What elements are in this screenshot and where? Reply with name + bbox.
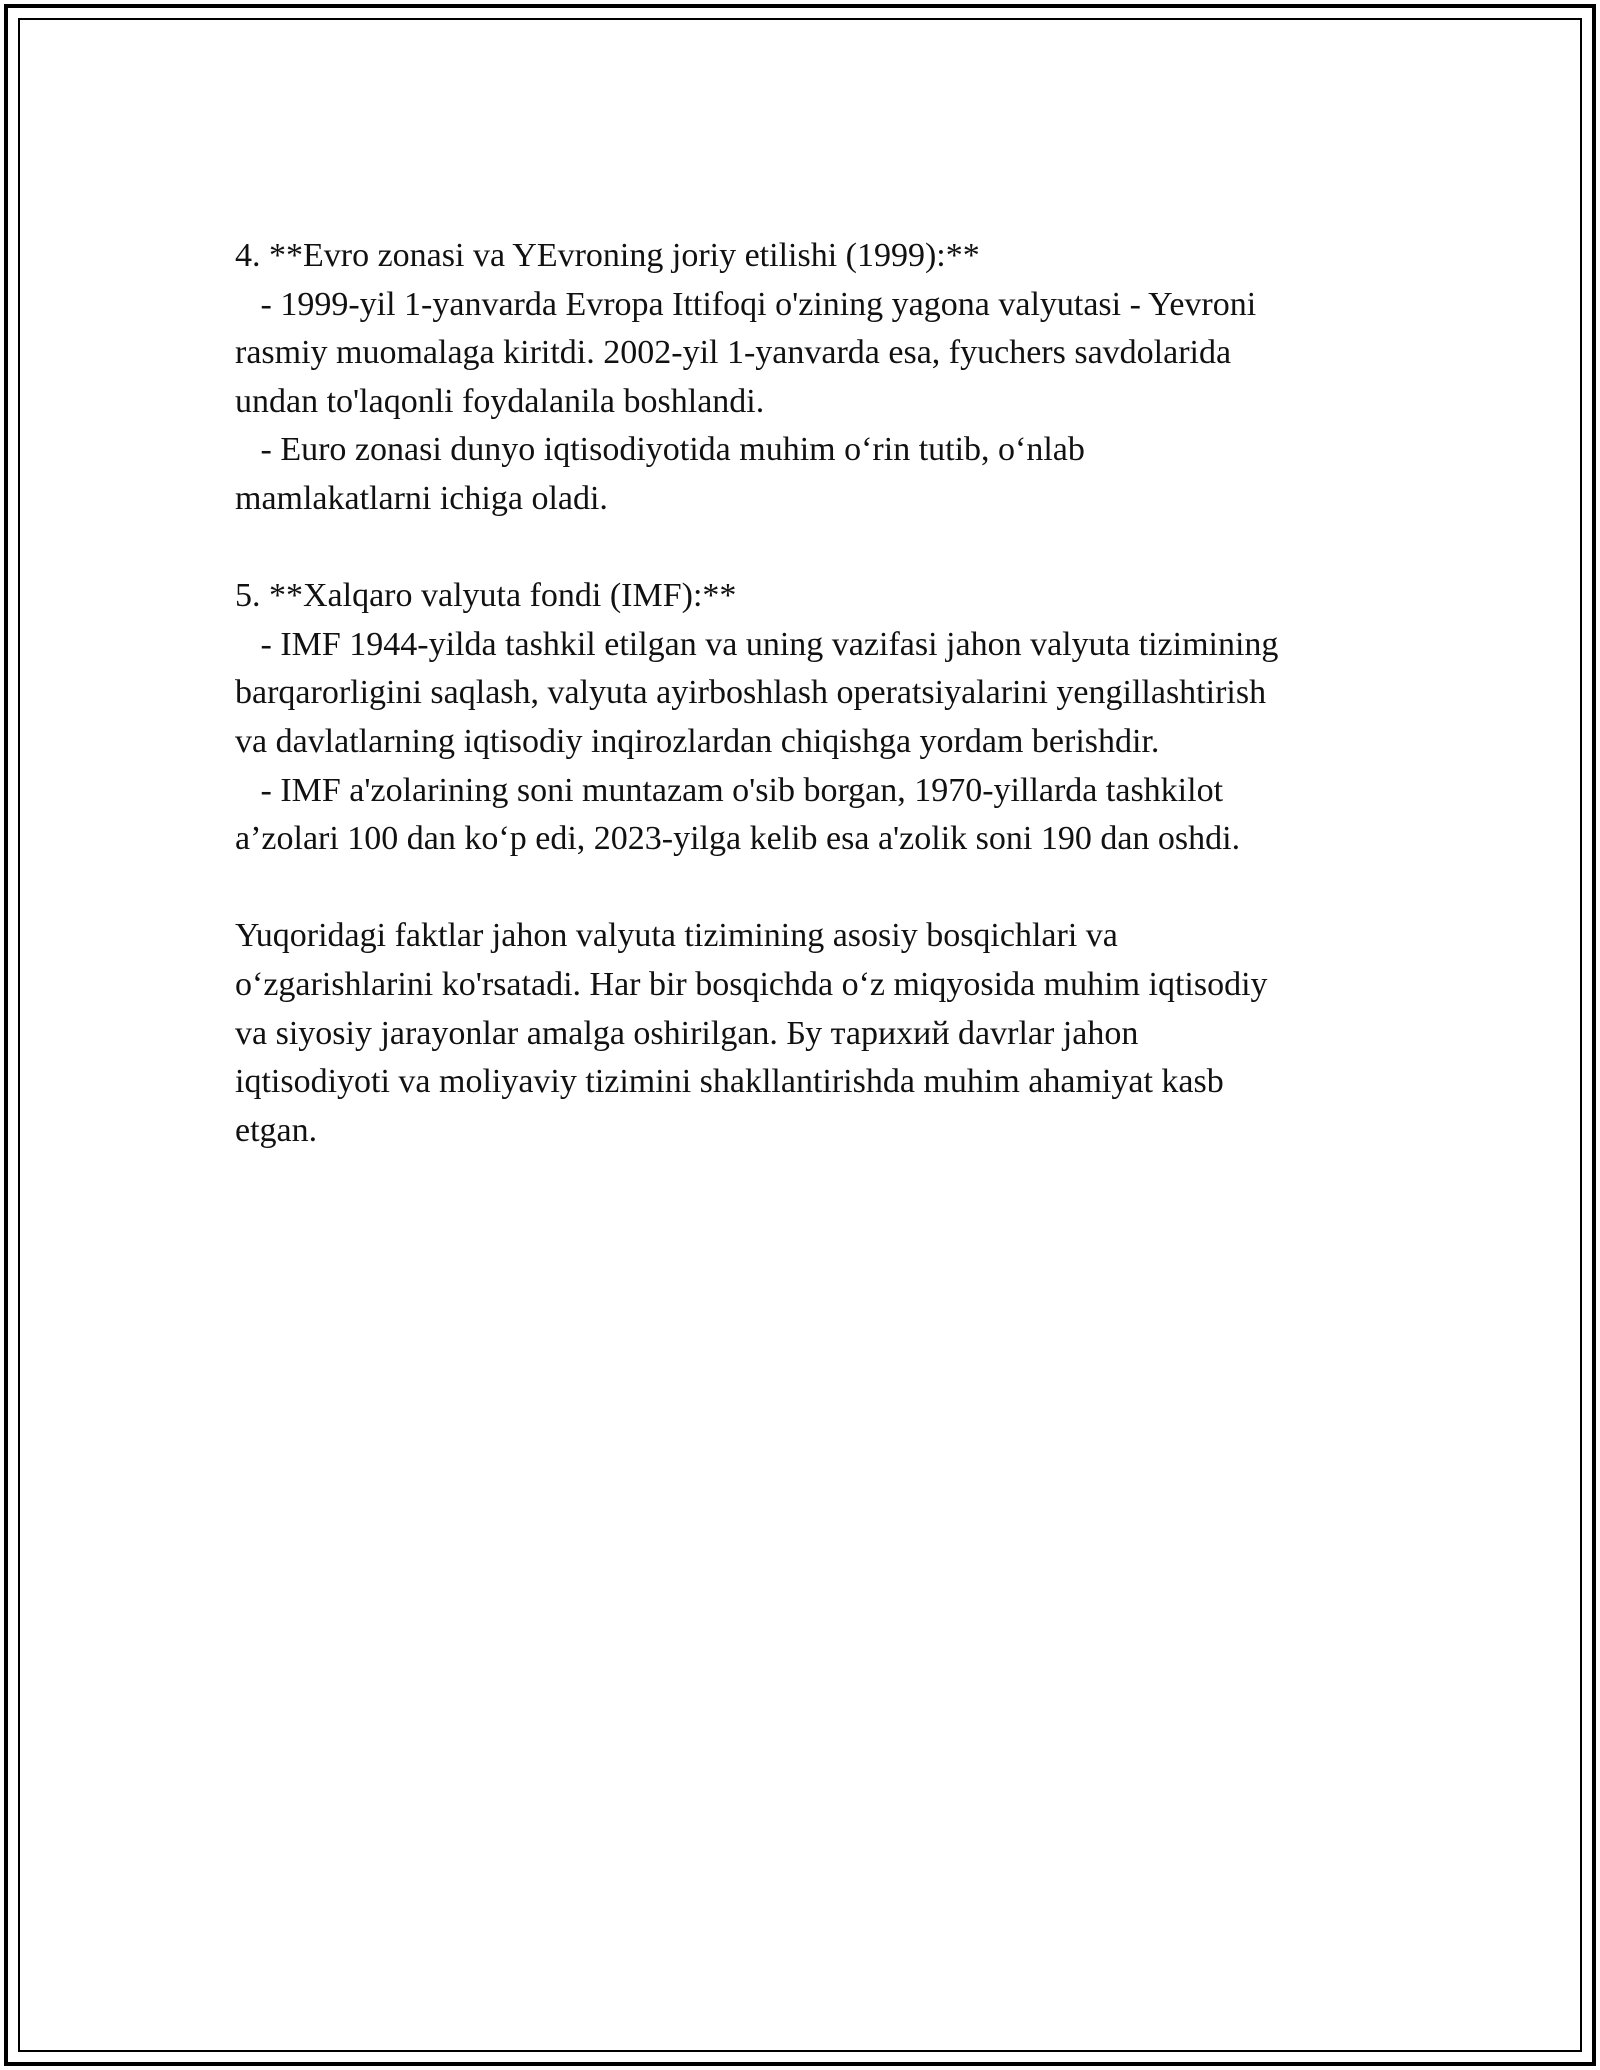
- paragraph-spacer: [235, 524, 1395, 573]
- section-4-bullet-2-line-1: - Euro zonasi dunyo iqtisodiyotida muhim o‘rin tutib, o‘nlab: [235, 431, 1085, 469]
- document-body: [235, 232, 1395, 1155]
- section-4-bullet-1-line-2: rasmiy muomalaga kiritdi. 2002-yil 1-yanvarda esa, fyuchers savdolarida: [235, 334, 1232, 372]
- section-4-heading: 4. **Evro zonasi va YEvroning joriy etilishi (1999):**: [235, 237, 980, 274]
- section-4-bullet-1-line-1: - 1999-yil 1-yanvarda Evropa Ittifoqi o'zining yagona valyutasi - Yevroni: [235, 285, 1257, 323]
- section-5: [235, 572, 1395, 864]
- section-4: [235, 232, 1395, 524]
- conclusion-paragraph: [235, 912, 1395, 1155]
- paragraph-spacer: [235, 864, 1395, 913]
- conclusion-line-5: etgan.: [235, 1111, 318, 1149]
- section-5-bullet-2-line-2: a’zolari 100 dan ko‘p edi, 2023-yilga kelib esa a'zolik soni 190 dan oshdi.: [235, 820, 1241, 858]
- conclusion-line-4: iqtisodiyoti va moliyaviy tizimini shakllantirishda muhim ahamiyat kasb: [235, 1063, 1224, 1101]
- section-5-bullet-1-line-2: barqarorligini saqlash, valyuta ayirboshlash operatsiyalarini yengillashtirish: [235, 674, 1267, 712]
- conclusion-line-1: Yuqoridagi faktlar jahon valyuta tizimining asosiy bosqichlari va: [235, 917, 1118, 955]
- section-5-heading: 5. **Xalqaro valyuta fondi (IMF):**: [235, 577, 737, 615]
- section-5-bullet-1-line-3: va davlatlarning iqtisodiy inqirozlardan chiqishga yordam berishdir.: [235, 722, 1160, 760]
- section-4-bullet-2-line-2: mamlakatlarni ichiga oladi.: [235, 479, 608, 517]
- conclusion-line-2: o‘zgarishlarini ko'rsatadi. Har bir bosqichda o‘z miqyosida muhim iqtisodiy: [235, 965, 1268, 1003]
- section-5-bullet-1-line-1: - IMF 1944-yilda tashkil etilgan va uning vazifasi jahon valyuta tizimining: [235, 625, 1279, 663]
- section-5-bullet-2-line-1: - IMF a'zolarining soni muntazam o'sib borgan, 1970-yillarda tashkilot: [235, 771, 1224, 809]
- section-4-bullet-1-line-3: undan to'laqonli foydalanila boshlandi.: [235, 382, 765, 420]
- conclusion-line-3: va siyosiy jarayonlar amalga oshirilgan. Бу тарихий davrlar jahon: [235, 1014, 1139, 1052]
